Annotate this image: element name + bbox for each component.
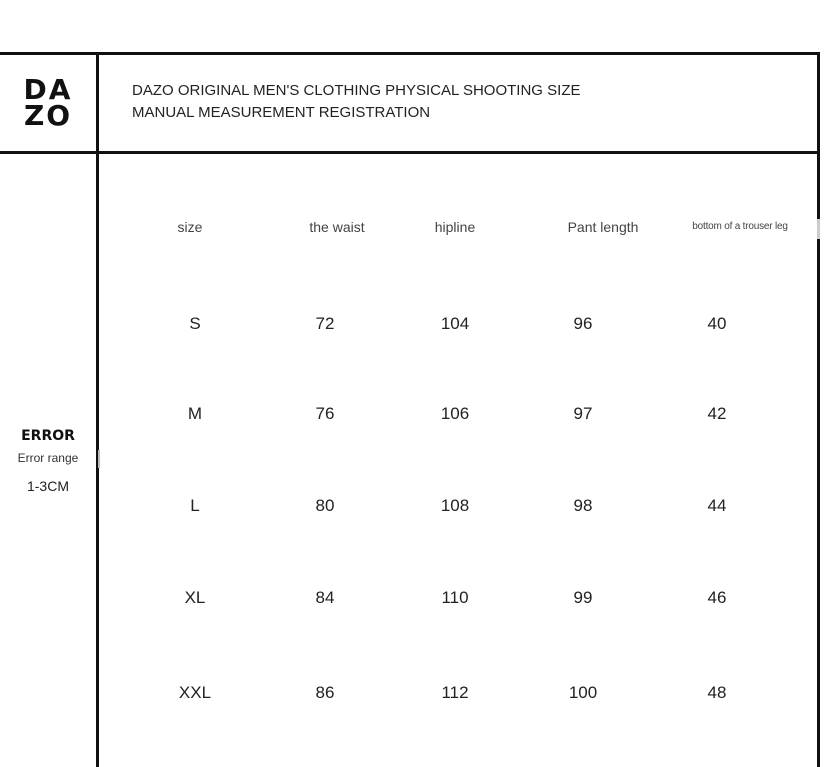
cell-hipline: 110 (441, 588, 469, 607)
cell-pant-length: 98 (573, 496, 593, 515)
table-row (0, 683, 820, 707)
header-trouser-leg-bottom: bottom of a trouser leg (692, 221, 788, 232)
cell-size: XXL (178, 683, 212, 702)
error-range-block (0, 426, 96, 496)
cell-trouser-leg-bottom: 46 (707, 588, 727, 607)
header-pant-length: Pant length (567, 219, 639, 235)
cell-pant-length: 97 (573, 404, 593, 423)
cell-trouser-leg-bottom: 40 (707, 314, 727, 333)
cell-hipline: 108 (440, 496, 470, 515)
cell-waist: 72 (315, 314, 335, 333)
cell-hipline: 104 (440, 314, 470, 333)
cell-waist: 76 (315, 404, 335, 423)
header-divider (0, 151, 820, 154)
cell-size: M (187, 404, 203, 423)
cell-waist: 84 (315, 588, 335, 607)
logo-line-2: ZO (23, 99, 73, 132)
cell-pant-length: 99 (573, 588, 593, 607)
header-size: size (177, 219, 203, 235)
header-hipline: hipline (434, 219, 476, 235)
title-line-2: MANUAL MEASUREMENT REGISTRATION (132, 104, 431, 121)
divider-tick (98, 450, 100, 468)
cell-size: L (190, 496, 200, 515)
cell-pant-length: 96 (573, 314, 593, 333)
header-edge-mark (817, 219, 820, 239)
title-line-1: DAZO ORIGINAL MEN'S CLOTHING PHYSICAL SHOOTING SIZE (132, 82, 581, 99)
cell-waist: 80 (315, 496, 335, 515)
logo-line-1: DA (23, 73, 73, 106)
error-value: 1-3CM (26, 478, 69, 494)
brand-logo (0, 73, 96, 132)
cell-size: S (189, 314, 201, 333)
header-waist: the waist (309, 219, 365, 235)
cell-hipline: 106 (440, 404, 470, 423)
table-row (0, 314, 820, 338)
error-title: ERROR (21, 428, 75, 444)
cell-hipline: 112 (441, 683, 469, 702)
page-title (132, 80, 772, 124)
cell-trouser-leg-bottom: 42 (707, 404, 727, 423)
cell-waist: 86 (315, 683, 335, 702)
error-subtitle: Error range (17, 451, 79, 465)
cell-trouser-leg-bottom: 44 (707, 496, 727, 515)
table-row (0, 588, 820, 612)
table-row (0, 404, 820, 428)
cell-pant-length: 100 (568, 683, 598, 702)
table-row (0, 496, 820, 520)
cell-size: XL (184, 588, 206, 607)
cell-trouser-leg-bottom: 48 (707, 683, 727, 702)
